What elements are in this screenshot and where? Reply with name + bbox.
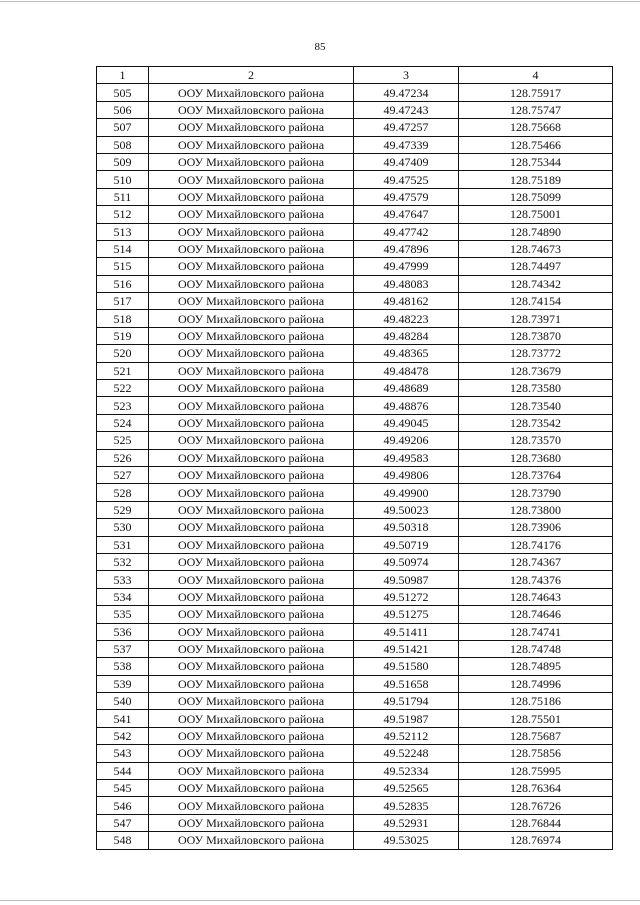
table-row <box>97 258 613 275</box>
table-row <box>97 745 613 762</box>
point-number-cell: 525 <box>97 432 149 449</box>
latitude-cell: 49.50023 <box>354 501 459 518</box>
table-row <box>97 119 613 136</box>
area-name-cell: ООУ Михайловского района <box>149 519 354 536</box>
latitude-cell: 49.47999 <box>354 258 459 275</box>
latitude-cell: 49.52835 <box>354 797 459 814</box>
point-number-cell: 548 <box>97 832 149 849</box>
point-number-cell: 519 <box>97 327 149 344</box>
area-name-cell: ООУ Михайловского района <box>149 571 354 588</box>
point-number-cell: 520 <box>97 345 149 362</box>
area-name-cell: ООУ Михайловского района <box>149 780 354 797</box>
longitude-cell: 128.74154 <box>459 293 613 310</box>
latitude-cell: 49.51580 <box>354 658 459 675</box>
area-name-cell: ООУ Михайловского района <box>149 640 354 657</box>
table-row <box>97 327 613 344</box>
longitude-cell: 128.73540 <box>459 397 613 414</box>
latitude-cell: 49.50719 <box>354 536 459 553</box>
table-row <box>97 814 613 831</box>
latitude-cell: 49.50318 <box>354 519 459 536</box>
table-row <box>97 588 613 605</box>
longitude-cell: 128.73906 <box>459 519 613 536</box>
longitude-cell: 128.75687 <box>459 727 613 744</box>
point-number-cell: 509 <box>97 153 149 170</box>
latitude-cell: 49.52931 <box>354 814 459 831</box>
point-number-cell: 524 <box>97 414 149 431</box>
latitude-cell: 49.49206 <box>354 432 459 449</box>
longitude-cell: 128.73971 <box>459 310 613 327</box>
table-body <box>97 84 613 849</box>
area-name-cell: ООУ Михайловского района <box>149 258 354 275</box>
area-name-cell: ООУ Михайловского района <box>149 275 354 292</box>
longitude-cell: 128.74741 <box>459 623 613 640</box>
longitude-cell: 128.73580 <box>459 380 613 397</box>
area-name-cell: ООУ Михайловского района <box>149 171 354 188</box>
latitude-cell: 49.47742 <box>354 223 459 240</box>
latitude-cell: 49.49806 <box>354 466 459 483</box>
column-header-1: 1 <box>97 67 149 84</box>
longitude-cell: 128.74890 <box>459 223 613 240</box>
area-name-cell: ООУ Михайловского района <box>149 536 354 553</box>
longitude-cell: 128.76726 <box>459 797 613 814</box>
longitude-cell: 128.76844 <box>459 814 613 831</box>
longitude-cell: 128.75186 <box>459 693 613 710</box>
area-name-cell: ООУ Михайловского района <box>149 693 354 710</box>
longitude-cell: 128.74176 <box>459 536 613 553</box>
point-number-cell: 510 <box>97 171 149 188</box>
latitude-cell: 49.51272 <box>354 588 459 605</box>
longitude-cell: 128.76974 <box>459 832 613 849</box>
area-name-cell: ООУ Михайловского района <box>149 414 354 431</box>
longitude-cell: 128.74748 <box>459 640 613 657</box>
latitude-cell: 49.47647 <box>354 206 459 223</box>
latitude-cell: 49.52565 <box>354 780 459 797</box>
table-row <box>97 466 613 483</box>
top-scan-edge <box>0 1 640 2</box>
table-row <box>97 188 613 205</box>
point-number-cell: 544 <box>97 762 149 779</box>
point-number-cell: 507 <box>97 119 149 136</box>
point-number-cell: 535 <box>97 606 149 623</box>
point-number-cell: 541 <box>97 710 149 727</box>
area-name-cell: ООУ Михайловского района <box>149 380 354 397</box>
table-row <box>97 240 613 257</box>
longitude-cell: 128.73542 <box>459 414 613 431</box>
point-number-cell: 505 <box>97 84 149 101</box>
area-name-cell: ООУ Михайловского района <box>149 188 354 205</box>
longitude-cell: 128.73679 <box>459 362 613 379</box>
point-number-cell: 547 <box>97 814 149 831</box>
table-row <box>97 710 613 727</box>
area-name-cell: ООУ Михайловского района <box>149 84 354 101</box>
area-name-cell: ООУ Михайловского района <box>149 606 354 623</box>
coordinates-table <box>96 66 613 850</box>
table-row <box>97 780 613 797</box>
latitude-cell: 49.52334 <box>354 762 459 779</box>
table-row <box>97 380 613 397</box>
area-name-cell: ООУ Михайловского района <box>149 727 354 744</box>
point-number-cell: 538 <box>97 658 149 675</box>
area-name-cell: ООУ Михайловского района <box>149 553 354 570</box>
point-number-cell: 545 <box>97 780 149 797</box>
table-row <box>97 832 613 849</box>
longitude-cell: 128.74643 <box>459 588 613 605</box>
longitude-cell: 128.74646 <box>459 606 613 623</box>
area-name-cell: ООУ Михайловского района <box>149 153 354 170</box>
longitude-cell: 128.75995 <box>459 762 613 779</box>
area-name-cell: ООУ Михайловского района <box>149 327 354 344</box>
point-number-cell: 542 <box>97 727 149 744</box>
bottom-scan-edge <box>0 900 640 901</box>
area-name-cell: ООУ Михайловского района <box>149 223 354 240</box>
point-number-cell: 540 <box>97 693 149 710</box>
area-name-cell: ООУ Михайловского района <box>149 832 354 849</box>
longitude-cell: 128.75466 <box>459 136 613 153</box>
area-name-cell: ООУ Михайловского района <box>149 449 354 466</box>
table-row <box>97 136 613 153</box>
point-number-cell: 508 <box>97 136 149 153</box>
longitude-cell: 128.73680 <box>459 449 613 466</box>
latitude-cell: 49.48365 <box>354 345 459 362</box>
table-row <box>97 206 613 223</box>
table-row <box>97 171 613 188</box>
latitude-cell: 49.49045 <box>354 414 459 431</box>
longitude-cell: 128.73870 <box>459 327 613 344</box>
table-header-row <box>97 67 613 84</box>
table-row <box>97 536 613 553</box>
table-row <box>97 275 613 292</box>
longitude-cell: 128.76364 <box>459 780 613 797</box>
latitude-cell: 49.51987 <box>354 710 459 727</box>
point-number-cell: 522 <box>97 380 149 397</box>
latitude-cell: 49.52248 <box>354 745 459 762</box>
point-number-cell: 533 <box>97 571 149 588</box>
longitude-cell: 128.73790 <box>459 484 613 501</box>
longitude-cell: 128.75747 <box>459 101 613 118</box>
point-number-cell: 532 <box>97 553 149 570</box>
point-number-cell: 506 <box>97 101 149 118</box>
point-number-cell: 527 <box>97 466 149 483</box>
longitude-cell: 128.75001 <box>459 206 613 223</box>
area-name-cell: ООУ Михайловского района <box>149 814 354 831</box>
point-number-cell: 537 <box>97 640 149 657</box>
latitude-cell: 49.48284 <box>354 327 459 344</box>
area-name-cell: ООУ Михайловского района <box>149 362 354 379</box>
point-number-cell: 523 <box>97 397 149 414</box>
table-row <box>97 223 613 240</box>
longitude-cell: 128.74673 <box>459 240 613 257</box>
table-row <box>97 606 613 623</box>
column-header-4: 4 <box>459 67 613 84</box>
table-row <box>97 397 613 414</box>
latitude-cell: 49.51421 <box>354 640 459 657</box>
longitude-cell: 128.75099 <box>459 188 613 205</box>
area-name-cell: ООУ Михайловского района <box>149 623 354 640</box>
table-row <box>97 449 613 466</box>
point-number-cell: 513 <box>97 223 149 240</box>
latitude-cell: 49.48689 <box>354 380 459 397</box>
longitude-cell: 128.73800 <box>459 501 613 518</box>
longitude-cell: 128.75668 <box>459 119 613 136</box>
longitude-cell: 128.75501 <box>459 710 613 727</box>
longitude-cell: 128.74996 <box>459 675 613 692</box>
point-number-cell: 514 <box>97 240 149 257</box>
area-name-cell: ООУ Михайловского района <box>149 675 354 692</box>
point-number-cell: 529 <box>97 501 149 518</box>
latitude-cell: 49.48478 <box>354 362 459 379</box>
table-row <box>97 501 613 518</box>
area-name-cell: ООУ Михайловского района <box>149 240 354 257</box>
page-number: 85 <box>314 41 326 53</box>
area-name-cell: ООУ Михайловского района <box>149 293 354 310</box>
table-row <box>97 310 613 327</box>
area-name-cell: ООУ Михайловского района <box>149 797 354 814</box>
latitude-cell: 49.50974 <box>354 553 459 570</box>
area-name-cell: ООУ Михайловского района <box>149 658 354 675</box>
latitude-cell: 49.51658 <box>354 675 459 692</box>
area-name-cell: ООУ Михайловского района <box>149 484 354 501</box>
point-number-cell: 511 <box>97 188 149 205</box>
latitude-cell: 49.50987 <box>354 571 459 588</box>
table-row <box>97 484 613 501</box>
point-number-cell: 518 <box>97 310 149 327</box>
table-row <box>97 675 613 692</box>
latitude-cell: 49.47234 <box>354 84 459 101</box>
point-number-cell: 536 <box>97 623 149 640</box>
longitude-cell: 128.73570 <box>459 432 613 449</box>
table-row <box>97 414 613 431</box>
longitude-cell: 128.75917 <box>459 84 613 101</box>
latitude-cell: 49.49583 <box>354 449 459 466</box>
table-row <box>97 553 613 570</box>
point-number-cell: 546 <box>97 797 149 814</box>
longitude-cell: 128.74342 <box>459 275 613 292</box>
point-number-cell: 526 <box>97 449 149 466</box>
latitude-cell: 49.53025 <box>354 832 459 849</box>
latitude-cell: 49.47525 <box>354 171 459 188</box>
table-row <box>97 658 613 675</box>
latitude-cell: 49.52112 <box>354 727 459 744</box>
latitude-cell: 49.51275 <box>354 606 459 623</box>
table-row <box>97 762 613 779</box>
area-name-cell: ООУ Михайловского района <box>149 762 354 779</box>
area-name-cell: ООУ Михайловского района <box>149 501 354 518</box>
table-row <box>97 623 613 640</box>
table-row <box>97 571 613 588</box>
longitude-cell: 128.74497 <box>459 258 613 275</box>
latitude-cell: 49.51794 <box>354 693 459 710</box>
latitude-cell: 49.48162 <box>354 293 459 310</box>
area-name-cell: ООУ Михайловского района <box>149 432 354 449</box>
latitude-cell: 49.48083 <box>354 275 459 292</box>
latitude-cell: 49.47896 <box>354 240 459 257</box>
area-name-cell: ООУ Михайловского района <box>149 745 354 762</box>
area-name-cell: ООУ Михайловского района <box>149 397 354 414</box>
latitude-cell: 49.47257 <box>354 119 459 136</box>
table-row <box>97 101 613 118</box>
latitude-cell: 49.47409 <box>354 153 459 170</box>
latitude-cell: 49.48223 <box>354 310 459 327</box>
area-name-cell: ООУ Михайловского района <box>149 136 354 153</box>
latitude-cell: 49.51411 <box>354 623 459 640</box>
area-name-cell: ООУ Михайловского района <box>149 206 354 223</box>
point-number-cell: 530 <box>97 519 149 536</box>
point-number-cell: 528 <box>97 484 149 501</box>
table-row <box>97 432 613 449</box>
longitude-cell: 128.73772 <box>459 345 613 362</box>
longitude-cell: 128.75856 <box>459 745 613 762</box>
latitude-cell: 49.48876 <box>354 397 459 414</box>
area-name-cell: ООУ Михайловского района <box>149 588 354 605</box>
point-number-cell: 531 <box>97 536 149 553</box>
area-name-cell: ООУ Михайловского района <box>149 310 354 327</box>
latitude-cell: 49.47243 <box>354 101 459 118</box>
point-number-cell: 521 <box>97 362 149 379</box>
point-number-cell: 512 <box>97 206 149 223</box>
longitude-cell: 128.74895 <box>459 658 613 675</box>
table-row <box>97 153 613 170</box>
area-name-cell: ООУ Михайловского района <box>149 710 354 727</box>
longitude-cell: 128.73764 <box>459 466 613 483</box>
column-header-3: 3 <box>354 67 459 84</box>
longitude-cell: 128.74376 <box>459 571 613 588</box>
table-row <box>97 345 613 362</box>
table-row <box>97 727 613 744</box>
point-number-cell: 516 <box>97 275 149 292</box>
table-row <box>97 640 613 657</box>
table-row <box>97 293 613 310</box>
latitude-cell: 49.47339 <box>354 136 459 153</box>
point-number-cell: 543 <box>97 745 149 762</box>
point-number-cell: 539 <box>97 675 149 692</box>
point-number-cell: 534 <box>97 588 149 605</box>
table-row <box>97 519 613 536</box>
table-row <box>97 84 613 101</box>
latitude-cell: 49.49900 <box>354 484 459 501</box>
area-name-cell: ООУ Михайловского района <box>149 101 354 118</box>
table-row <box>97 797 613 814</box>
area-name-cell: ООУ Михайловского района <box>149 345 354 362</box>
table-row <box>97 362 613 379</box>
area-name-cell: ООУ Михайловского района <box>149 466 354 483</box>
area-name-cell: ООУ Михайловского района <box>149 119 354 136</box>
latitude-cell: 49.47579 <box>354 188 459 205</box>
point-number-cell: 515 <box>97 258 149 275</box>
longitude-cell: 128.75189 <box>459 171 613 188</box>
longitude-cell: 128.74367 <box>459 553 613 570</box>
column-header-2: 2 <box>149 67 354 84</box>
longitude-cell: 128.75344 <box>459 153 613 170</box>
table-row <box>97 693 613 710</box>
point-number-cell: 517 <box>97 293 149 310</box>
